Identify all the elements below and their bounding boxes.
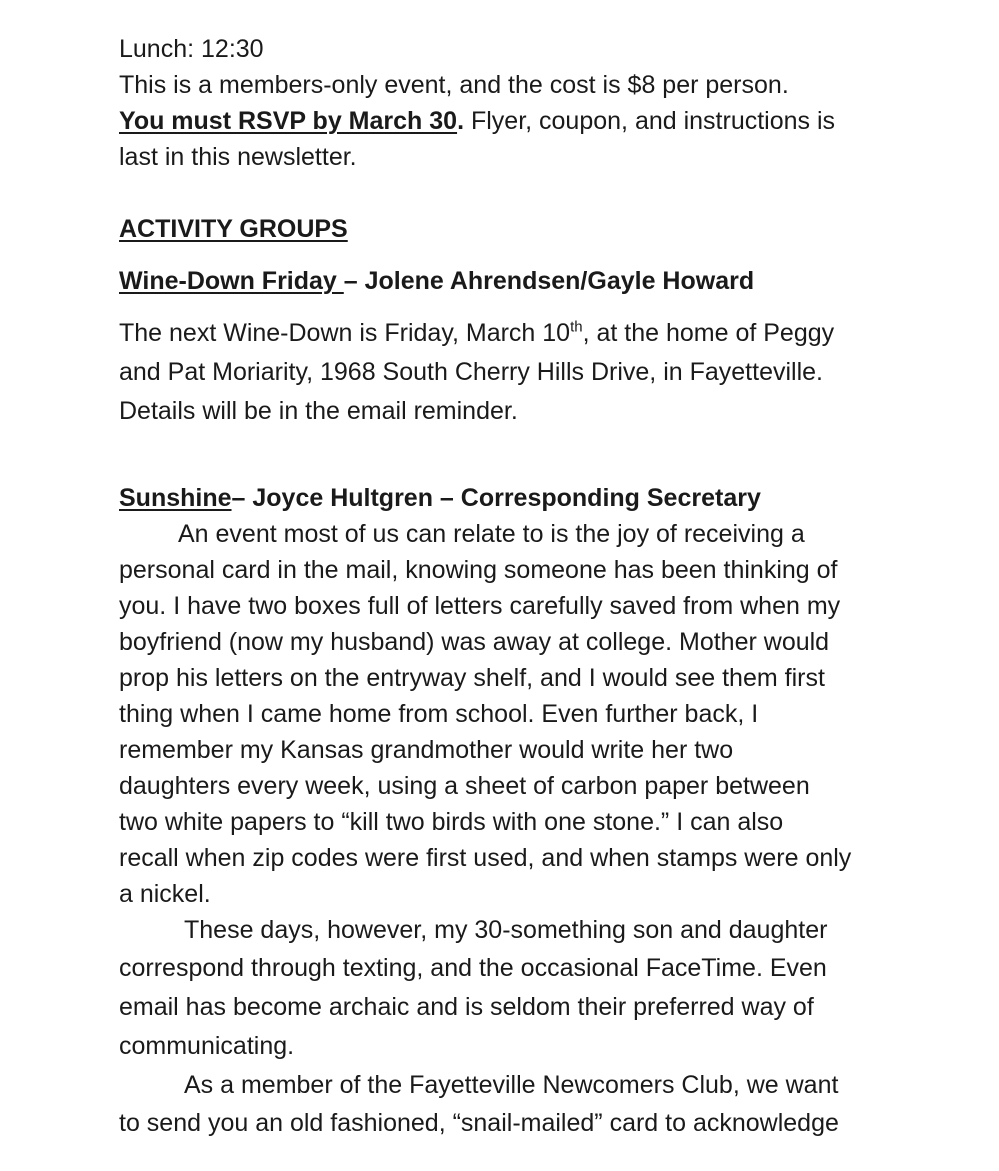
rsvp-line xyxy=(119,106,835,136)
paragraph-line: prop his letters on the entryway shelf, and I would see them first xyxy=(119,664,825,692)
paragraph-line: communicating. xyxy=(119,1032,295,1060)
paragraph-line: a nickel. xyxy=(119,880,211,908)
paragraph-line: These days, however, my 30-something son and daughter xyxy=(184,916,828,944)
paragraph-line: remember my Kansas grandmother would write her two xyxy=(119,736,734,764)
paragraph-line: personal card in the mail, knowing someone has been thinking of xyxy=(119,556,838,584)
paragraph-line: two white papers to “kill two birds with one stone.” I can also xyxy=(119,808,784,836)
event-cost: This is a members-only event, and the cost is $8 per person. xyxy=(119,71,789,99)
paragraph-line: correspond through texting, and the occasional FaceTime. Even xyxy=(119,954,827,982)
wine-down-date: The next Wine-Down is Friday, March 10 xyxy=(119,319,571,347)
wine-down-title: Wine-Down Friday xyxy=(119,267,344,295)
paragraph-line: An event most of us can relate to is the joy of receiving a xyxy=(178,520,805,548)
rsvp-rest: Flyer, coupon, and instructions is xyxy=(464,107,836,135)
sunshine-heading xyxy=(119,483,761,513)
paragraph-line: you. I have two boxes full of letters carefully saved from when my xyxy=(119,592,841,620)
paragraph-line: email has become archaic and is seldom their preferred way of xyxy=(119,993,814,1021)
paragraph-line: daughters every week, using a sheet of carbon paper between xyxy=(119,772,810,800)
paragraph-line: recall when zip codes were first used, and when stamps were only xyxy=(119,844,852,872)
paragraph-line: to send you an old fashioned, “snail-mailed” card to acknowledge xyxy=(119,1109,839,1137)
sunshine-subtitle: – Joyce Hultgren – Corresponding Secretary xyxy=(231,484,761,512)
wine-down-line-1 xyxy=(119,318,834,348)
activity-groups-heading: ACTIVITY GROUPS xyxy=(119,215,348,243)
wine-down-host: , at the home of Peggy xyxy=(582,319,835,347)
date-suffix: th xyxy=(570,318,583,336)
wine-down-line-2: and Pat Moriarity, 1968 South Cherry Hills Drive, in Fayetteville. xyxy=(119,358,823,386)
lunch-time: Lunch: 12:30 xyxy=(119,35,264,63)
flyer-note: last in this newsletter. xyxy=(119,143,357,171)
paragraph-line: boyfriend (now my husband) was away at college. Mother would xyxy=(119,628,830,656)
rsvp-period: . xyxy=(457,107,465,135)
wine-down-line-3: Details will be in the email reminder. xyxy=(119,397,518,425)
paragraph-line: thing when I came home from school. Even further back, I xyxy=(119,700,759,728)
wine-down-heading xyxy=(119,266,754,296)
paragraph-line: As a member of the Fayetteville Newcomers Club, we want xyxy=(184,1071,839,1099)
wine-down-leaders: – Jolene Ahrendsen/Gayle Howard xyxy=(343,267,755,295)
sunshine-title: Sunshine xyxy=(119,484,232,512)
rsvp-deadline: You must RSVP by March 30 xyxy=(119,107,458,135)
